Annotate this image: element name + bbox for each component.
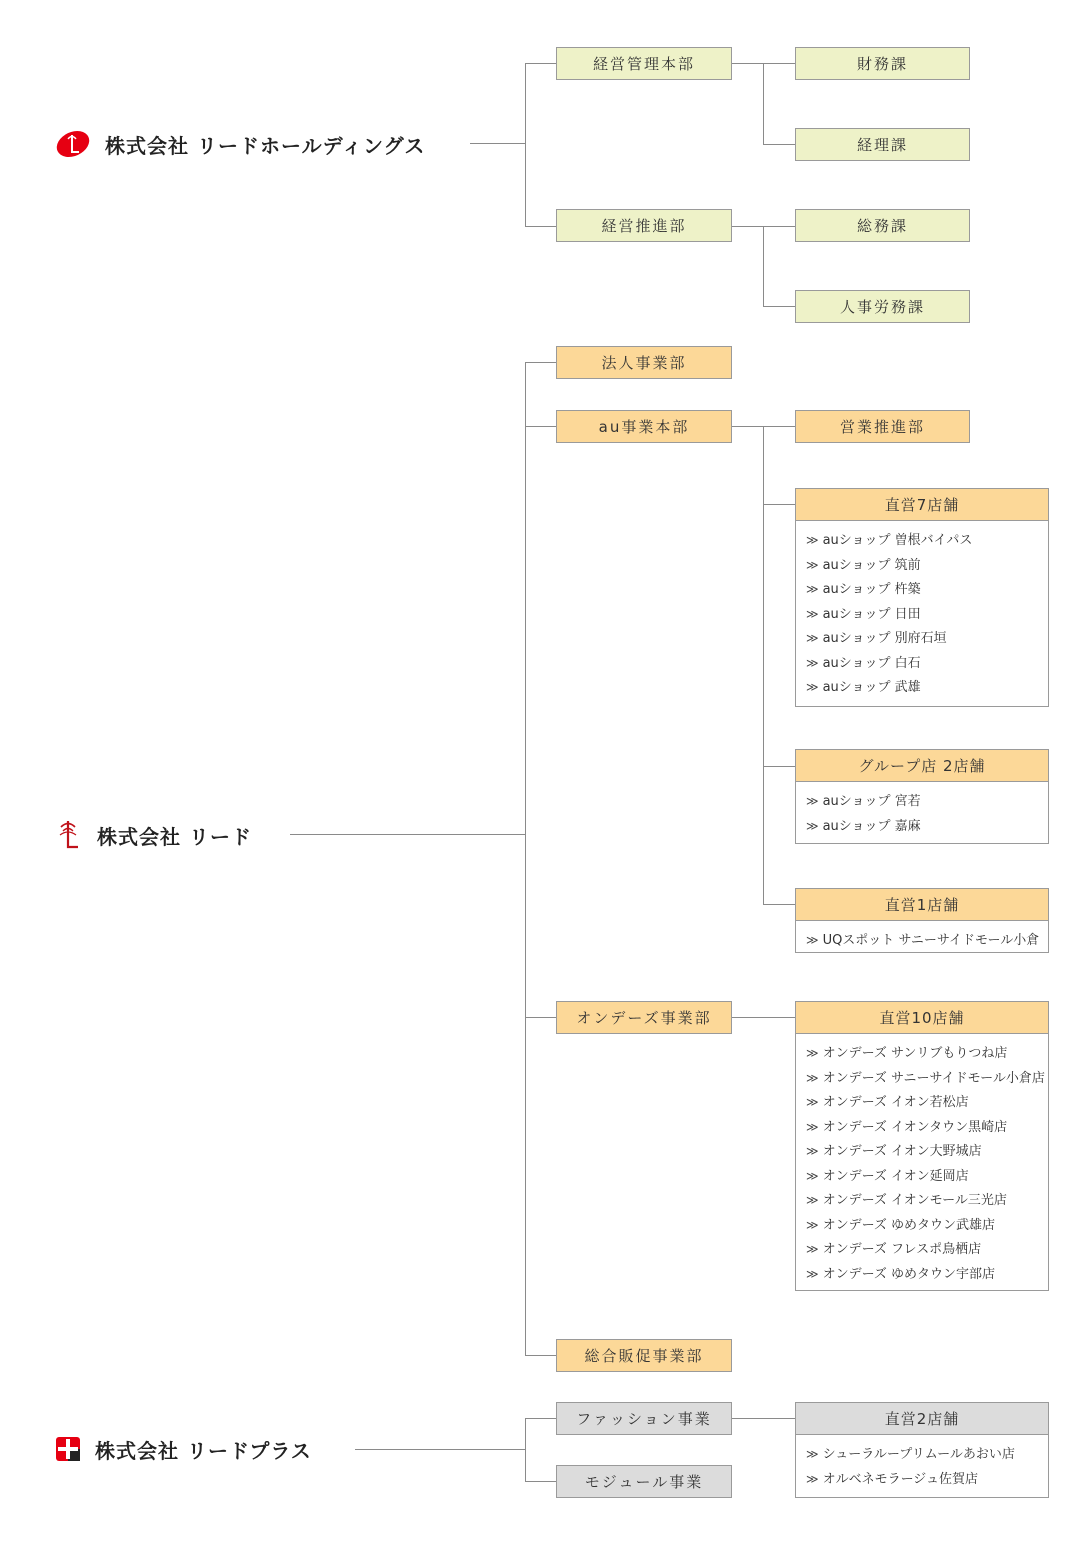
store-name: auショップ 筑前 — [822, 557, 921, 573]
double-chevron-icon: ≫ — [806, 606, 819, 621]
company-lead — [57, 818, 252, 852]
double-chevron-icon: ≫ — [806, 818, 819, 833]
connector-line — [525, 426, 556, 427]
double-chevron-icon: ≫ — [806, 1119, 819, 1134]
store-name: UQスポット サニーサイドモール小倉 — [822, 933, 1040, 948]
store-group-title: 直営10店舗 — [796, 1002, 1048, 1034]
store-name: オンデーズ フレスポ鳥栖店 — [822, 1242, 982, 1257]
store-name: オンデーズ ゆめタウン武雄店 — [822, 1217, 996, 1233]
store-name: auショップ 杵築 — [822, 582, 921, 597]
store-list-item — [806, 1442, 1048, 1467]
store-name: auショップ 別府石垣 — [822, 631, 947, 646]
dept-hojin: 法人事業部 — [556, 346, 732, 379]
store-name: auショップ 嘉麻 — [822, 818, 921, 834]
store-name: オンデーズ イオンモール三光店 — [822, 1193, 1007, 1208]
store-list — [796, 1034, 1048, 1286]
store-name: オルベネモラージュ佐賀店 — [822, 1471, 979, 1487]
connector-line — [470, 143, 525, 144]
double-chevron-icon: ≫ — [806, 1217, 819, 1232]
connector-line — [525, 226, 556, 227]
store-group-ondez-direct10 — [795, 1001, 1049, 1291]
connector-line — [525, 1418, 556, 1419]
store-name: auショップ 宮若 — [822, 794, 921, 809]
store-name: オンデーズ ゆめタウン宇部店 — [822, 1266, 996, 1282]
store-list-item — [806, 553, 1048, 578]
store-group-plus-direct2 — [795, 1402, 1049, 1498]
connector-line — [525, 362, 556, 363]
double-chevron-icon: ≫ — [806, 1471, 819, 1486]
connector-line — [763, 63, 764, 144]
store-name: auショップ 白石 — [822, 655, 921, 671]
store-name: auショップ 武雄 — [822, 680, 921, 695]
connector-line — [763, 426, 764, 904]
store-list-item — [806, 1262, 1048, 1287]
dept-sogo: 総合販促事業部 — [556, 1339, 732, 1372]
dept-fashion: ファッション事業 — [556, 1402, 732, 1435]
connector-line — [525, 1418, 526, 1481]
store-list-item — [806, 1041, 1048, 1066]
store-group-title: 直営1店舗 — [796, 889, 1048, 921]
double-chevron-icon: ≫ — [806, 794, 819, 808]
store-list-item — [806, 1090, 1048, 1115]
store-group-title: グループ店 2店舗 — [796, 750, 1048, 782]
store-list-item — [806, 814, 1048, 839]
section-somu: 総務課 — [795, 209, 970, 242]
store-list-item — [806, 1139, 1048, 1164]
store-group-au-direct7 — [795, 488, 1049, 707]
store-list-item — [806, 1237, 1048, 1262]
connector-line — [290, 834, 525, 835]
store-list-item — [806, 1188, 1048, 1213]
connector-line — [763, 904, 795, 905]
double-chevron-icon: ≫ — [806, 1070, 819, 1085]
store-group-title: 直営7店舗 — [796, 489, 1048, 521]
store-name: オンデーズ サニーサイドモール小倉店 — [822, 1070, 1045, 1086]
store-list-item — [806, 651, 1048, 676]
lead-holdings-logo-icon — [55, 130, 91, 158]
store-list-item — [806, 626, 1048, 651]
section-keiri: 経理課 — [795, 128, 970, 161]
store-name: オンデーズ イオン大野城店 — [822, 1144, 982, 1159]
store-list — [796, 782, 1048, 838]
double-chevron-icon: ≫ — [806, 933, 819, 947]
company-name: 株式会社 リードホールディングス — [105, 133, 426, 158]
company-plus — [55, 1434, 312, 1464]
connector-line — [763, 504, 795, 505]
store-list — [796, 1435, 1048, 1491]
store-name: auショップ 日田 — [822, 606, 921, 622]
store-list-item — [806, 675, 1048, 700]
double-chevron-icon: ≫ — [806, 1095, 819, 1109]
company-holdings — [55, 128, 425, 160]
connector-line — [731, 1418, 795, 1419]
double-chevron-icon: ≫ — [806, 557, 819, 572]
connector-line — [525, 1017, 556, 1018]
connector-line — [731, 1017, 795, 1018]
connector-line — [763, 306, 795, 307]
company-name: 株式会社 リードプラス — [95, 1438, 312, 1463]
store-list — [796, 921, 1048, 953]
connector-line — [525, 1481, 556, 1482]
double-chevron-icon: ≫ — [806, 655, 819, 670]
store-list — [796, 521, 1048, 700]
store-name: オンデーズ サンリブもりつね店 — [822, 1046, 1008, 1061]
connector-line — [525, 362, 526, 1355]
double-chevron-icon: ≫ — [806, 582, 819, 596]
store-list-item — [806, 789, 1048, 814]
section-jinji: 人事労務課 — [795, 290, 970, 323]
store-list-item — [806, 1164, 1048, 1189]
double-chevron-icon: ≫ — [806, 1242, 819, 1256]
connector-line — [763, 766, 795, 767]
store-name: オンデーズ イオンタウン黒崎店 — [822, 1119, 1008, 1135]
store-list-item — [806, 1115, 1048, 1140]
double-chevron-icon: ≫ — [806, 1144, 819, 1158]
connector-line — [525, 1355, 556, 1356]
double-chevron-icon: ≫ — [806, 1046, 819, 1060]
dept-ondez: オンデーズ事業部 — [556, 1001, 732, 1034]
dept-eigyo-suishin: 営業推進部 — [795, 410, 970, 443]
store-name: オンデーズ イオン延岡店 — [822, 1168, 969, 1184]
store-name: シューラループリムールあおい店 — [822, 1447, 1015, 1462]
double-chevron-icon: ≫ — [806, 680, 819, 694]
store-name: auショップ 曽根バイパス — [822, 533, 973, 548]
store-group-au-group2 — [795, 749, 1049, 844]
store-list-item — [806, 577, 1048, 602]
connector-line — [763, 226, 764, 306]
store-name: オンデーズ イオン若松店 — [822, 1095, 969, 1110]
section-zaimu: 財務課 — [795, 47, 970, 80]
connector-line — [525, 63, 526, 226]
lead-logo-icon — [57, 818, 83, 852]
store-list-item — [806, 528, 1048, 553]
dept-module: モジュール事業 — [556, 1465, 732, 1498]
store-list-item — [806, 1467, 1048, 1492]
dept-au: au事業本部 — [556, 410, 732, 443]
store-group-title: 直営2店舗 — [796, 1403, 1048, 1435]
store-list-item — [806, 602, 1048, 627]
company-name: 株式会社 リード — [97, 824, 252, 849]
double-chevron-icon: ≫ — [806, 533, 819, 547]
store-list-item — [806, 1066, 1048, 1091]
double-chevron-icon: ≫ — [806, 1266, 819, 1281]
store-list-item — [806, 1213, 1048, 1238]
connector-line — [525, 63, 556, 64]
lead-plus-logo-icon — [55, 1436, 81, 1462]
double-chevron-icon: ≫ — [806, 1168, 819, 1183]
double-chevron-icon: ≫ — [806, 631, 819, 645]
double-chevron-icon: ≫ — [806, 1193, 819, 1207]
connector-line — [763, 144, 795, 145]
store-group-au-direct1 — [795, 888, 1049, 953]
dept-keiei-kanri: 経営管理本部 — [556, 47, 732, 80]
dept-keiei-suishin: 経営推進部 — [556, 209, 732, 242]
connector-line — [355, 1449, 525, 1450]
store-list-item — [806, 928, 1048, 953]
double-chevron-icon: ≫ — [806, 1447, 819, 1461]
